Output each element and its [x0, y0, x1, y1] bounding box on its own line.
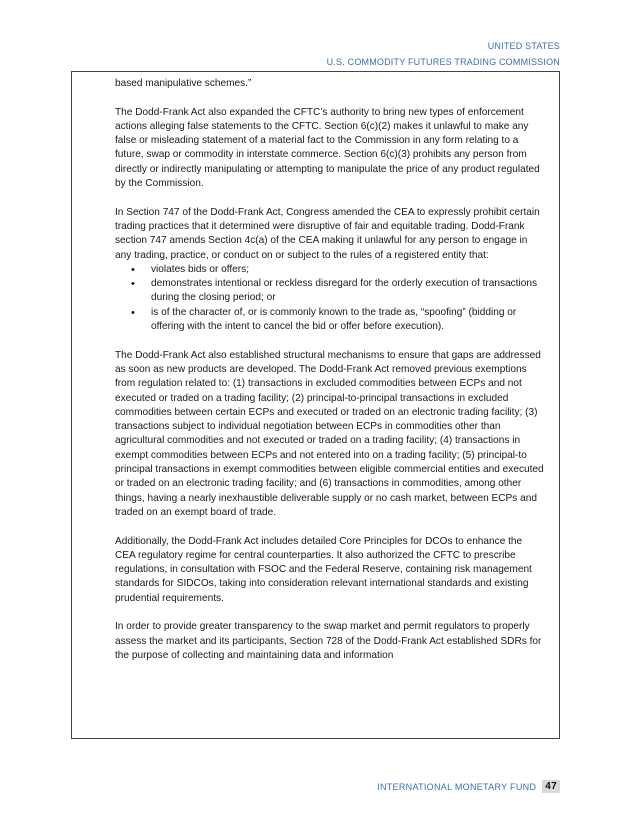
paragraph-5: In order to provide greater transparency to the swap market and permit regulators to properly assess the market and its participants, Section 728 of the Dodd-Frank Act established SDRs for the purpose of collecting and maintaining data and information	[115, 621, 542, 661]
document-body	[115, 77, 545, 677]
list-item: • demonstrates intentional or reckless disregard for the orderly execution of transactions during the closing period; or	[151, 277, 545, 306]
page-number: 47	[542, 780, 560, 793]
footer-org: INTERNATIONAL MONETARY FUND	[377, 781, 537, 792]
paragraph-3: The Dodd-Frank Act also established structural mechanisms to ensure that gaps are addressed as soon as new products are developed. The Dodd-Frank Act removed previous exemptions from regulation related to: (1) transactions in excluded commodities between ECPs and not executed or traded on a trading facility; (2) principal-to-principal transactions in excluded commodities between certain ECPs and executed or traded on an electronic trading facility; (3) transactions subject to individual negotiation between ECPs in commodities other than agricultural commodities and not executed or traded on a trading facility; (4) transactions in exempt commodities between ECPs and not entered into on a trading facility; (5) principal-to principal transactions in exempt commodities between eligible commercial entities and executed or traded on an electronic trading facility; and (6) transactions in commodities, among other things, having a nearly inexhaustible deliverable supply or no cash market, between ECPs and traded on an exempt board of trade.	[115, 349, 544, 518]
header-country: UNITED STATES	[487, 41, 560, 51]
paragraph-4: Additionally, the Dodd-Frank Act includes detailed Core Principles for DCOs to enhance the CEA regulatory regime for central counterparties. It also authorized the CFTC to prescribe regulations, in consultation with FSOC and the Federal Reserve, containing risk management standards for SIDCOs, taking into consideration relevant international standards and existing prudential requirements.	[115, 535, 532, 604]
header-agency: U.S. COMMODITY FUTURES TRADING COMMISSION	[326, 57, 560, 67]
prohibited-practices-list	[115, 263, 545, 334]
list-item: • violates bids or offers;	[151, 263, 545, 277]
page-footer	[377, 780, 560, 793]
list-item: • is of the character of, or is commonly known to the trade as, “spoofing” (bidding or offering with the intent to cancel the bid or offer before execution).	[151, 306, 545, 335]
paragraph-1: The Dodd-Frank Act also expanded the CFTC’s authority to bring new types of enforcement actions alleging false statements to the CFTC. Section 6(c)(2) makes it unlawful to make any false or misleading statement of a material fact to the Commission in any form relating to a future, swap or commodity in interstate commerce. Section 6(c)(3) prohibits any person from directly or indirectly manipulating or attempting to manipulate the price of any product regulated by the Commission.	[115, 106, 540, 190]
paragraph-2: In Section 747 of the Dodd-Frank Act, Congress amended the CEA to expressly prohibit certain trading practices that it determined were disruptive of fair and equitable trading. Dodd-Frank section 747 amends Section 4c(a) of the CEA making it unlawful for any person to engage in any trading, practice, or conduct on or subject to the rules of a registered entity that:	[115, 206, 540, 261]
paragraph-0: based manipulative schemes.”	[115, 78, 252, 89]
